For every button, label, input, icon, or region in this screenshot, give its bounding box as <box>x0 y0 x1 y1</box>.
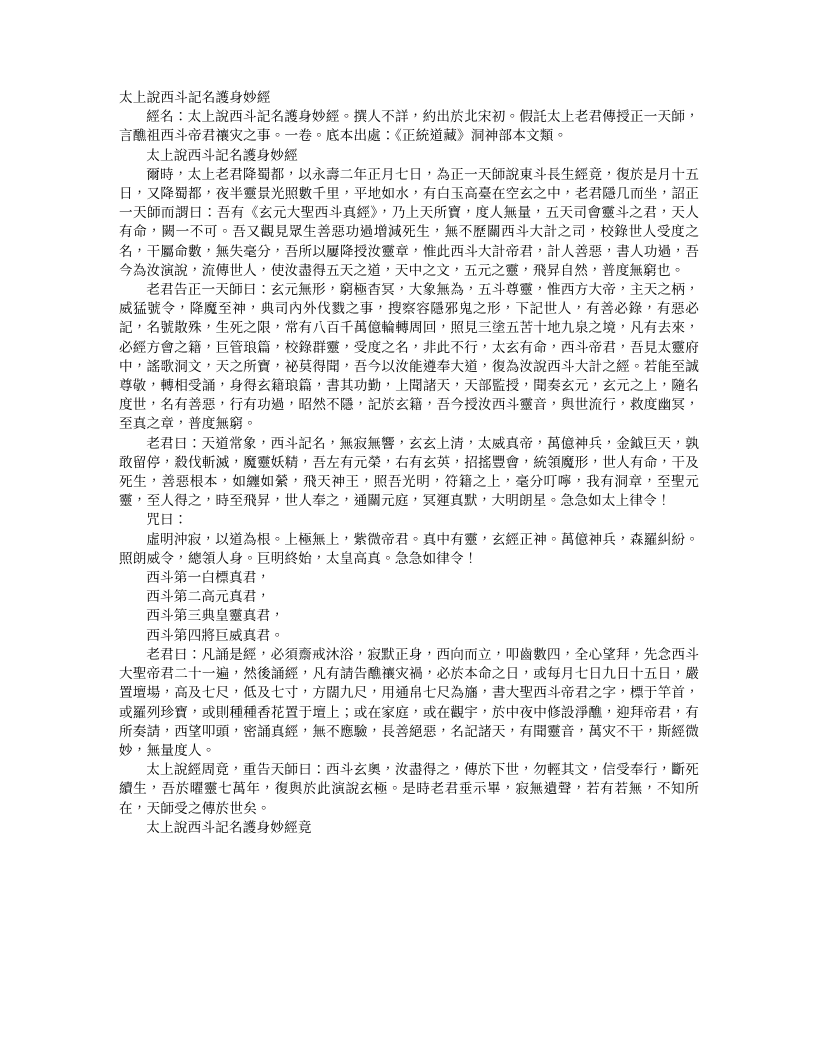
list-item-true-lord-4: 西斗第四將巨威真君。 <box>146 627 285 643</box>
paragraph-laojun-speech-1: 老君曰：天道常象，西斗記名，無寂無響，玄玄上清，太威真帝，萬億神兵，金鉞巨天，孰敢留停，殺伐斬滅，魔靈妖精，吾左有元榮，右有玄英，招搖豐會，統領魔形，世人有命，干及死生，善惡根本，如纏如縈，飛天神王，照吾光明，符籍之上，毫分叮嚀，我有洞章，至聖元靈，至人得之，時至飛昇，世人奉之，通關元庭，冥運真默，大明朗星。急急如太上律令！ <box>119 435 699 509</box>
paragraph-laojun-speech-2: 老君曰：凡誦是經，必須齋戒沐浴，寂默正身，西向而立，叩齒數四，全心望拜，先念西斗大聖帝君二十一遍，然後誦經，凡有請告醮禳灾禍，必於本命之日，或每月七日九日十五日，嚴置壇場，高及七尺，低及七寸，方闊九尺，用通帛七尺為旛，書大聖西斗帝君之字，標于竿首，或羅列珍寶，或則種種香花置于壇上；或在家庭，或在觀宇，於中夜中修設淨醮，迎拜帝君，有所奏請，西望叩頭，密誦真經，無不應驗，長善絕惡，名記諸天，有聞靈音，萬灾不干，斯經微妙，無量度人。 <box>119 646 699 758</box>
bibliographic-note: 經名：太上說西斗記名護身妙經。撰人不詳，約出於北宋初。假託太上老君傳授正一天師，言醮祖西斗帝君禳灾之事。一卷。底本出處：《正統道藏》洞神部本文類。 <box>119 109 699 144</box>
paragraph-laojun-address: 老君告正一天師曰：玄元無形，窮極杳冥，大象無為，五斗尊靈，惟西方大帝，主天之柄，威猛號令，降魔至神，典司內外伐戮之事，搜察容隱邪鬼之形，下記世人，有善必錄，有惡必記，名號散殊，生死之限，常有八百千萬億輪轉周回，照見三塗五苦十地九泉之境，凡有去來，必經方會之籍，巨管琅篇，校錄群靈，受度之名，非此不行，太玄有命，西斗帝君，吾見太靈府中，謠歌洞文，天之所寶，祕莫得聞，吾今以汝能遵奉大道，復為汝說西斗大計之經。若能至誠尊敬，轉相受誦，身得玄籍琅篇，書其功勤，上聞諸天，天部監授，聞奏玄元，玄元之上，隨名度世，名有善惡，行有功過，昭然不隱，記於玄籍，吾今授汝西斗靈音，與世流行，救度幽冥，至真之章，普度無窮。 <box>119 282 699 432</box>
incantation-text: 虛明沖寂，以道為根。上極無上，紫微帝君。真中有靈，玄經正神。萬億神兵，森羅糾紛。照朗威令，總領人身。巨明終始，太皇高真。急急如律令！ <box>119 531 699 566</box>
list-item-true-lord-3: 西斗第三典皇靈真君， <box>146 608 285 624</box>
scripture-inner-title: 太上說西斗記名護身妙經 <box>146 147 298 163</box>
incantation-heading: 咒曰： <box>146 512 188 528</box>
document-end-title: 太上說西斗記名護身妙經竟 <box>146 819 312 835</box>
document-body <box>119 88 699 837</box>
list-item-true-lord-1: 西斗第一白標真君， <box>146 570 271 586</box>
list-item-true-lord-2: 西斗第二高元真君， <box>146 589 271 605</box>
document-title: 太上說西斗記名護身妙經 <box>119 90 271 105</box>
paragraph-opening-narrative: 爾時，太上老君降蜀都，以永壽二年正月七日，為正一天師說東斗長生經竟，復於是月十五日，又降蜀都，夜半靈景光照數千里，平地如水，有白玉高臺在空玄之中，老君隱几而坐，詔正一天師而謂曰：吾有《玄元大聖西斗真經》，乃上天所寶，度人無量，五天司會靈斗之君，天人有命，闕一不可。吾又觀見眾生善惡功過增減死生，無不歷關西斗大計之司，校錄世人受度之名，干屬命數，無失毫分，吾所以屢降授汝靈章，惟此西斗大計帝君，計人善惡，書人功過，吾今為汝演說，流傳世人，使汝盡得五天之道，天中之文，五元之靈，飛昇自然，普度無窮也。 <box>119 166 699 278</box>
paragraph-closing-narrative: 太上說經周竟，重告天師曰：西斗玄奧，汝盡得之，傳於下世，勿輕其文，信受奉行，斷死續生，吾於曜靈七萬年，復與於此演說玄極。是時老君垂示畢，寂無遺聲，若有若無，不知所在，天師受之傳於世矣。 <box>119 762 699 816</box>
